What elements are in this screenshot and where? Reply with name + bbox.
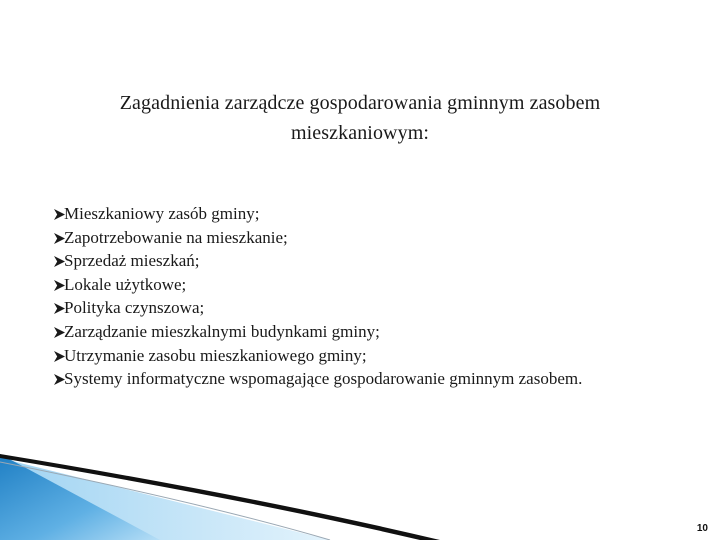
- bullet-text: Sprzedaż mieszkań;: [64, 251, 200, 271]
- slide-title: [30, 88, 690, 148]
- bullet-text: Zarządzanie mieszkalnymi budynkami gminy;: [64, 321, 380, 341]
- bullet-text: Systemy informatyczne wspomagające gospodarowanie gminnym zasobem.: [64, 369, 583, 389]
- page-number: 10: [696, 523, 708, 534]
- bullet-text: Mieszkaniowy zasób gminy;: [64, 204, 260, 223]
- slide-title-line-1: Zagadnienia zarządcze gospodarowania gminnym zasobem: [119, 92, 601, 114]
- decorative-swoosh: [0, 440, 720, 540]
- slide-title-line-2: mieszkaniowym:: [290, 122, 430, 144]
- bullet-text: Polityka czynszowa;: [64, 298, 205, 318]
- bullet-text: Lokale użytkowe;: [64, 274, 187, 294]
- bullet-text: Zapotrzebowanie na mieszkanie;: [64, 227, 288, 247]
- bullet-text: Utrzymanie zasobu mieszkaniowego gminy;: [64, 345, 367, 365]
